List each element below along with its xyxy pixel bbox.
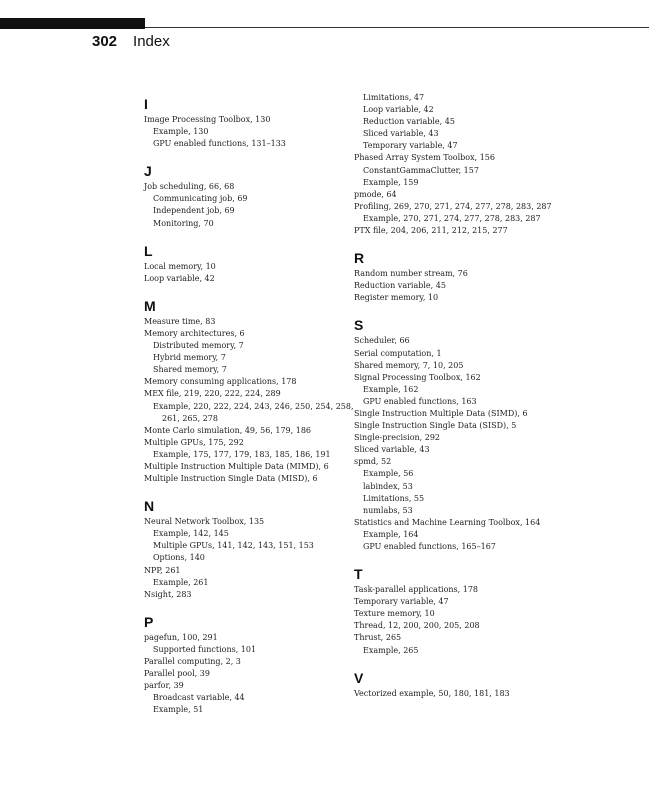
index-entry: Statistics and Machine Learning Toolbox, 164 <box>354 517 541 527</box>
index-section <box>144 243 354 285</box>
index-subentry: Example, 175, 177, 179, 183, 185, 186, 191 <box>153 449 331 459</box>
index-entry: Single Instruction Multiple Data (SIMD), 6 <box>354 408 528 418</box>
section-letter: M <box>144 297 156 314</box>
index-entry: NPP, 261 <box>144 565 181 575</box>
index-section <box>144 298 354 485</box>
index-subentry: Supported functions, 101 <box>153 644 257 654</box>
index-entry: Profiling, 269, 270, 271, 274, 277, 278, 283, 287 <box>354 201 552 211</box>
index-entry: Shared memory, 7, 10, 205 <box>354 360 464 370</box>
index-subentry: GPU enabled functions, 165–167 <box>363 542 496 551</box>
section-letter: N <box>144 498 155 515</box>
index-entry: Scheduler, 66 <box>354 336 410 346</box>
index-entry: Parallel pool, 39 <box>144 669 210 679</box>
index-subentry: Example, 51 <box>153 705 204 715</box>
header-bar <box>0 18 145 29</box>
index-subentry: Sliced variable, 43 <box>363 129 439 139</box>
index-subentry: Example, 220, 222, 224, 243, 246, 250, 254, 258, <box>153 401 354 411</box>
index-section <box>354 92 589 237</box>
index-subentry: numlabs, 53 <box>363 505 413 515</box>
index-entry: Texture memory, 10 <box>354 609 435 619</box>
index-subentry: Reduction variable, 45 <box>363 117 455 127</box>
index-entry: Multiple GPUs, 175, 292 <box>144 437 244 447</box>
index-subentry: Limitations, 47 <box>363 93 425 102</box>
index-subentry: 261, 265, 278 <box>162 413 218 423</box>
index-entry: Monte Carlo simulation, 49, 56, 179, 186 <box>144 425 311 435</box>
index-entry: Parallel computing, 2, 3 <box>144 657 241 666</box>
section-letter: T <box>354 566 363 583</box>
section-letter: P <box>144 613 154 630</box>
index-entry: spmd, 52 <box>354 457 392 467</box>
section-letter: J <box>144 163 152 180</box>
index-subentry: GPU enabled functions, 163 <box>363 396 477 406</box>
index-entry: pmode, 64 <box>354 189 397 199</box>
index-subentry: Monitoring, 70 <box>153 218 214 228</box>
index-subentry: Example, 56 <box>363 469 414 479</box>
index-subentry: Independent job, 69 <box>153 206 235 216</box>
index-entry: Reduction variable, 45 <box>354 281 446 291</box>
index-entry: Thread, 12, 200, 200, 205, 208 <box>354 621 480 631</box>
index-subentry: Example, 162 <box>363 384 419 394</box>
index-section <box>354 670 589 700</box>
index-entry: Temporary variable, 47 <box>354 597 449 607</box>
index-entry: Loop variable, 42 <box>144 273 215 283</box>
index-entry: Image Processing Toolbox, 130 <box>144 115 271 124</box>
index-entry: Neural Network Toolbox, 135 <box>144 517 265 527</box>
index-column-right <box>354 92 589 700</box>
index-subentry: Example, 130 <box>153 127 209 137</box>
index-entry: Single Instruction Single Data (SISD), 5 <box>354 421 517 431</box>
page-header <box>92 33 170 50</box>
index-entry: Register memory, 10 <box>354 293 439 303</box>
index-subentry: Multiple GPUs, 141, 142, 143, 151, 153 <box>153 541 314 551</box>
index-entry: Memory consuming applications, 178 <box>144 377 297 387</box>
index-entry: Multiple Instruction Single Data (MISD), 6 <box>144 474 318 484</box>
index-entry: Task-parallel applications, 178 <box>354 585 479 595</box>
index-subentry: GPU enabled functions, 131–133 <box>153 139 286 149</box>
index-subentry: Limitations, 55 <box>363 493 425 503</box>
index-subentry: Hybrid memory, 7 <box>153 353 226 363</box>
index-entry: Sliced variable, 43 <box>354 445 430 455</box>
index-entry: Nsight, 283 <box>144 589 192 599</box>
index-section <box>144 614 354 717</box>
index-subentry: Broadcast variable, 44 <box>153 693 245 703</box>
index-section <box>144 498 354 601</box>
index-section <box>144 96 354 150</box>
index-subentry: Temporary variable, 47 <box>363 141 458 151</box>
index-subentry: Example, 261 <box>153 577 209 587</box>
header-rule <box>145 27 649 28</box>
index-subentry: Example, 142, 145 <box>153 529 229 539</box>
section-letter: I <box>144 96 148 112</box>
index-entry: Phased Array System Toolbox, 156 <box>354 153 495 163</box>
index-subentry: ConstantGammaClutter, 157 <box>363 165 479 175</box>
section-letter: S <box>354 317 364 334</box>
index-entry: Local memory, 10 <box>144 261 216 271</box>
page-number: 302 <box>92 33 118 50</box>
index-entry: Job scheduling, 66, 68 <box>144 182 235 192</box>
index-section <box>354 250 589 304</box>
index-subentry: Example, 164 <box>363 529 419 539</box>
index-entry: Signal Processing Toolbox, 162 <box>354 372 481 382</box>
index-section <box>354 566 589 657</box>
index-entry: Vectorized example, 50, 180, 181, 183 <box>354 688 510 698</box>
index-subentry: Options, 140 <box>153 553 205 563</box>
index-entry: Memory architectures, 6 <box>144 328 245 338</box>
index-subentry: Example, 270, 271, 274, 277, 278, 283, 287 <box>363 213 541 223</box>
index-entry: MEX file, 219, 220, 222, 224, 289 <box>144 389 281 399</box>
index-column-left <box>144 92 354 716</box>
index-entry: Single-precision, 292 <box>354 433 441 443</box>
index-subentry: Example, 265 <box>363 645 419 655</box>
index-entry: Thrust, 265 <box>354 633 402 643</box>
index-subentry: labindex, 53 <box>363 481 413 491</box>
index-entry: Random number stream, 76 <box>354 269 468 279</box>
page-title: Index <box>133 33 170 50</box>
index-entry: pagefun, 100, 291 <box>144 632 218 642</box>
index-entry: Multiple Instruction Multiple Data (MIMD), 6 <box>144 461 329 471</box>
index-section <box>354 317 589 553</box>
section-letter: L <box>144 242 153 259</box>
index-subentry: Communicating job, 69 <box>153 194 248 204</box>
index-entry: Serial computation, 1 <box>354 348 442 358</box>
index-section <box>144 163 354 229</box>
index-subentry: Loop variable, 42 <box>363 105 434 115</box>
index-entry: Measure time, 83 <box>144 316 216 326</box>
index-subentry: Distributed memory, 7 <box>153 341 244 351</box>
section-letter: R <box>354 250 365 267</box>
index-entry: parfor, 39 <box>144 681 184 691</box>
section-letter: V <box>354 669 364 686</box>
index-entry: PTX file, 204, 206, 211, 212, 215, 277 <box>354 226 508 236</box>
index-subentry: Example, 159 <box>363 177 419 187</box>
index-subentry: Shared memory, 7 <box>153 365 227 375</box>
